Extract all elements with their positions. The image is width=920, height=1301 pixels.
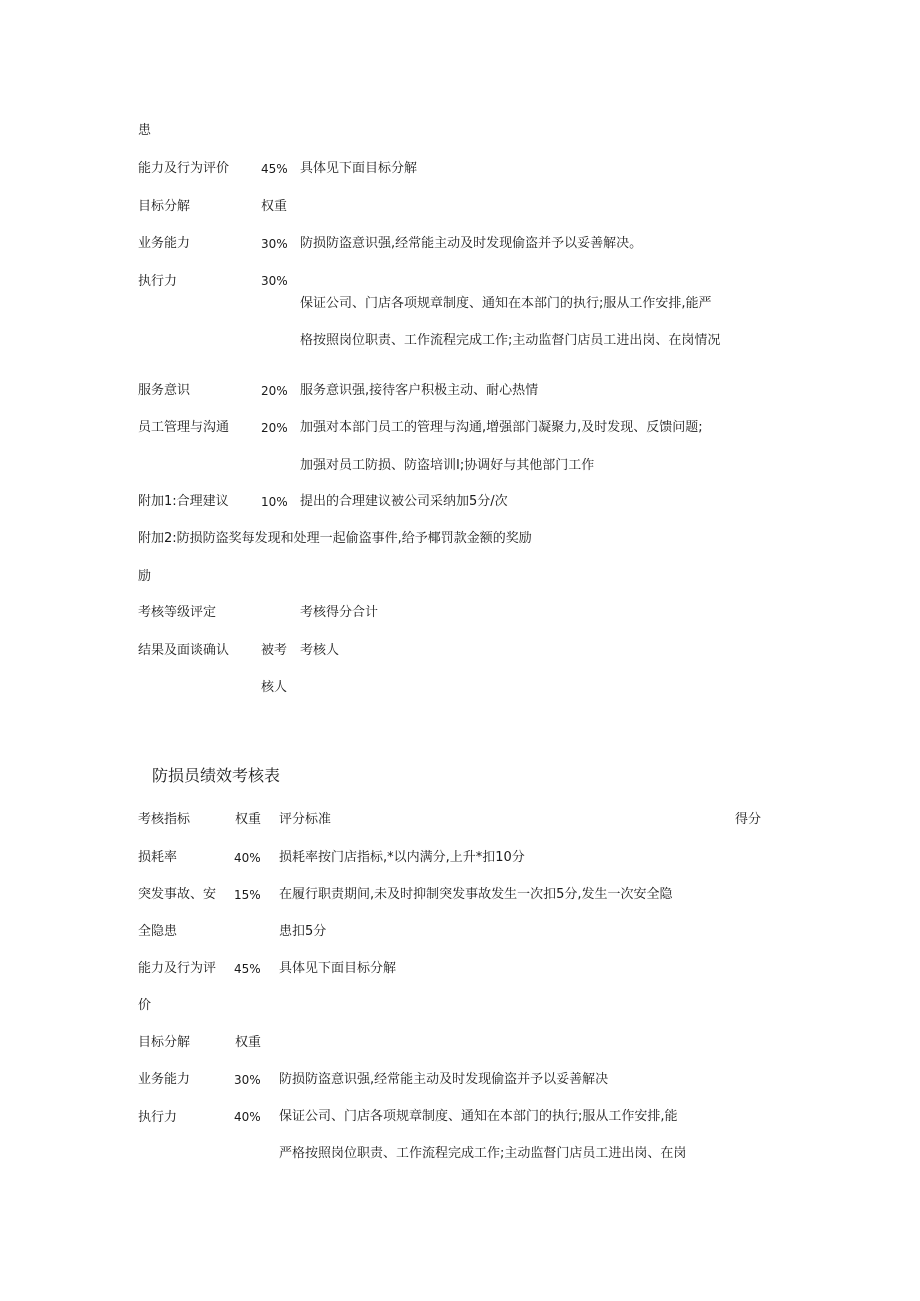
ability2-desc: 具体见下面目标分解 [279, 961, 397, 976]
ability-desc: 具体见下面目标分解 [300, 161, 418, 176]
hazard-tail-text: 患 [138, 123, 152, 138]
header-weight: 权重 [235, 812, 262, 827]
decomp-weight-header: 权重 [261, 199, 288, 214]
business-desc: 防损防盗意识强,经常能主动及时发现偷盗并予以妥善解决。 [300, 236, 643, 251]
result-label: 结果及面谈确认 [138, 643, 230, 658]
header-criteria: 评分标准 [279, 812, 332, 827]
grade-label: 考核等级评定 [138, 605, 217, 620]
staff-desc-line1: 加强对本部门员工的管理与沟通,增强部门凝聚力,及时发现、反馈问题; [300, 420, 703, 435]
incident-label-line1: 突发事故、安 [138, 887, 217, 902]
result-reviewer: 考核人 [300, 643, 340, 658]
execution-desc-line2: 格按照岗位职责、工作流程完成工作;主动监督门店员工进出岗、在岗情况 [300, 333, 721, 348]
execution2-desc-line2: 严格按照岗位职责、工作流程完成工作;主动监督门店员工进出岗、在岗 [279, 1146, 687, 1161]
staff-desc-line2: 加强对员工防损、防盗培训I;协调好与其他部门工作 [300, 458, 595, 473]
loss-weight: 40% [234, 851, 261, 865]
incident-weight: 15% [234, 888, 261, 902]
ability2-weight: 45% [234, 962, 261, 976]
header-score: 得分 [735, 812, 762, 827]
business2-weight: 30% [234, 1073, 261, 1087]
business-weight: 30% [261, 237, 288, 251]
ability-label: 能力及行为评价 [138, 161, 230, 176]
ability2-label-line2: 价 [138, 998, 152, 1013]
decomp2-weight-header: 权重 [235, 1035, 262, 1050]
grade-desc: 考核得分合计 [300, 605, 379, 620]
execution2-weight: 40% [234, 1110, 261, 1124]
decomp2-label: 目标分解 [138, 1035, 191, 1050]
business2-desc: 防损防盗意识强,经常能主动及时发现偷盗并予以妥善解决 [279, 1072, 609, 1087]
staff-label: 员工管理与沟通 [138, 420, 230, 435]
incident-desc-line1: 在履行职责期间,未及时抑制突发事故发生一次扣5分,发生一次安全隐 [279, 887, 673, 902]
loss-label: 损耗率 [138, 850, 178, 865]
execution-desc-line1: 保证公司、门店各项规章制度、通知在本部门的执行;服从工作安排,能严 [300, 296, 712, 311]
execution2-label: 执行力 [138, 1110, 178, 1125]
result-reviewee-line1: 被考 [261, 643, 288, 658]
loss-desc: 损耗率按门店指标,*以内满分,上升*扣10分 [279, 850, 525, 865]
header-indicator: 考核指标 [138, 812, 191, 827]
service-desc: 服务意识强,接待客户积极主动、耐心热情 [300, 383, 539, 398]
decomp-label: 目标分解 [138, 199, 191, 214]
staff-weight: 20% [261, 421, 288, 435]
execution-weight: 30% [261, 274, 288, 288]
extra1-weight: 10% [261, 495, 288, 509]
result-reviewee-line2: 核人 [261, 680, 288, 695]
execution2-desc-line1: 保证公司、门店各项规章制度、通知在本部门的执行;服从工作安排,能 [279, 1109, 678, 1124]
business2-label: 业务能力 [138, 1072, 191, 1087]
extra1-label: 附加1:合理建议 [138, 494, 229, 509]
ability2-label-line1: 能力及行为评 [138, 961, 217, 976]
incident-desc-line2: 患扣5分 [279, 924, 327, 939]
service-weight: 20% [261, 384, 288, 398]
extra1-desc: 提出的合理建议被公司采纳加5分/次 [300, 494, 508, 509]
service-label: 服务意识 [138, 383, 191, 398]
extra2-line2: 励 [138, 569, 152, 584]
page-title: 防损员绩效考核表 [152, 766, 281, 785]
incident-label-line2: 全隐患 [138, 924, 178, 939]
execution-label: 执行力 [138, 274, 178, 289]
business-label: 业务能力 [138, 236, 191, 251]
ability-weight: 45% [261, 162, 288, 176]
extra2-line1: 附加2:防损防盗奖每发现和处理一起偷盗事件,给予椰罚款金额的奖励 [138, 531, 532, 546]
